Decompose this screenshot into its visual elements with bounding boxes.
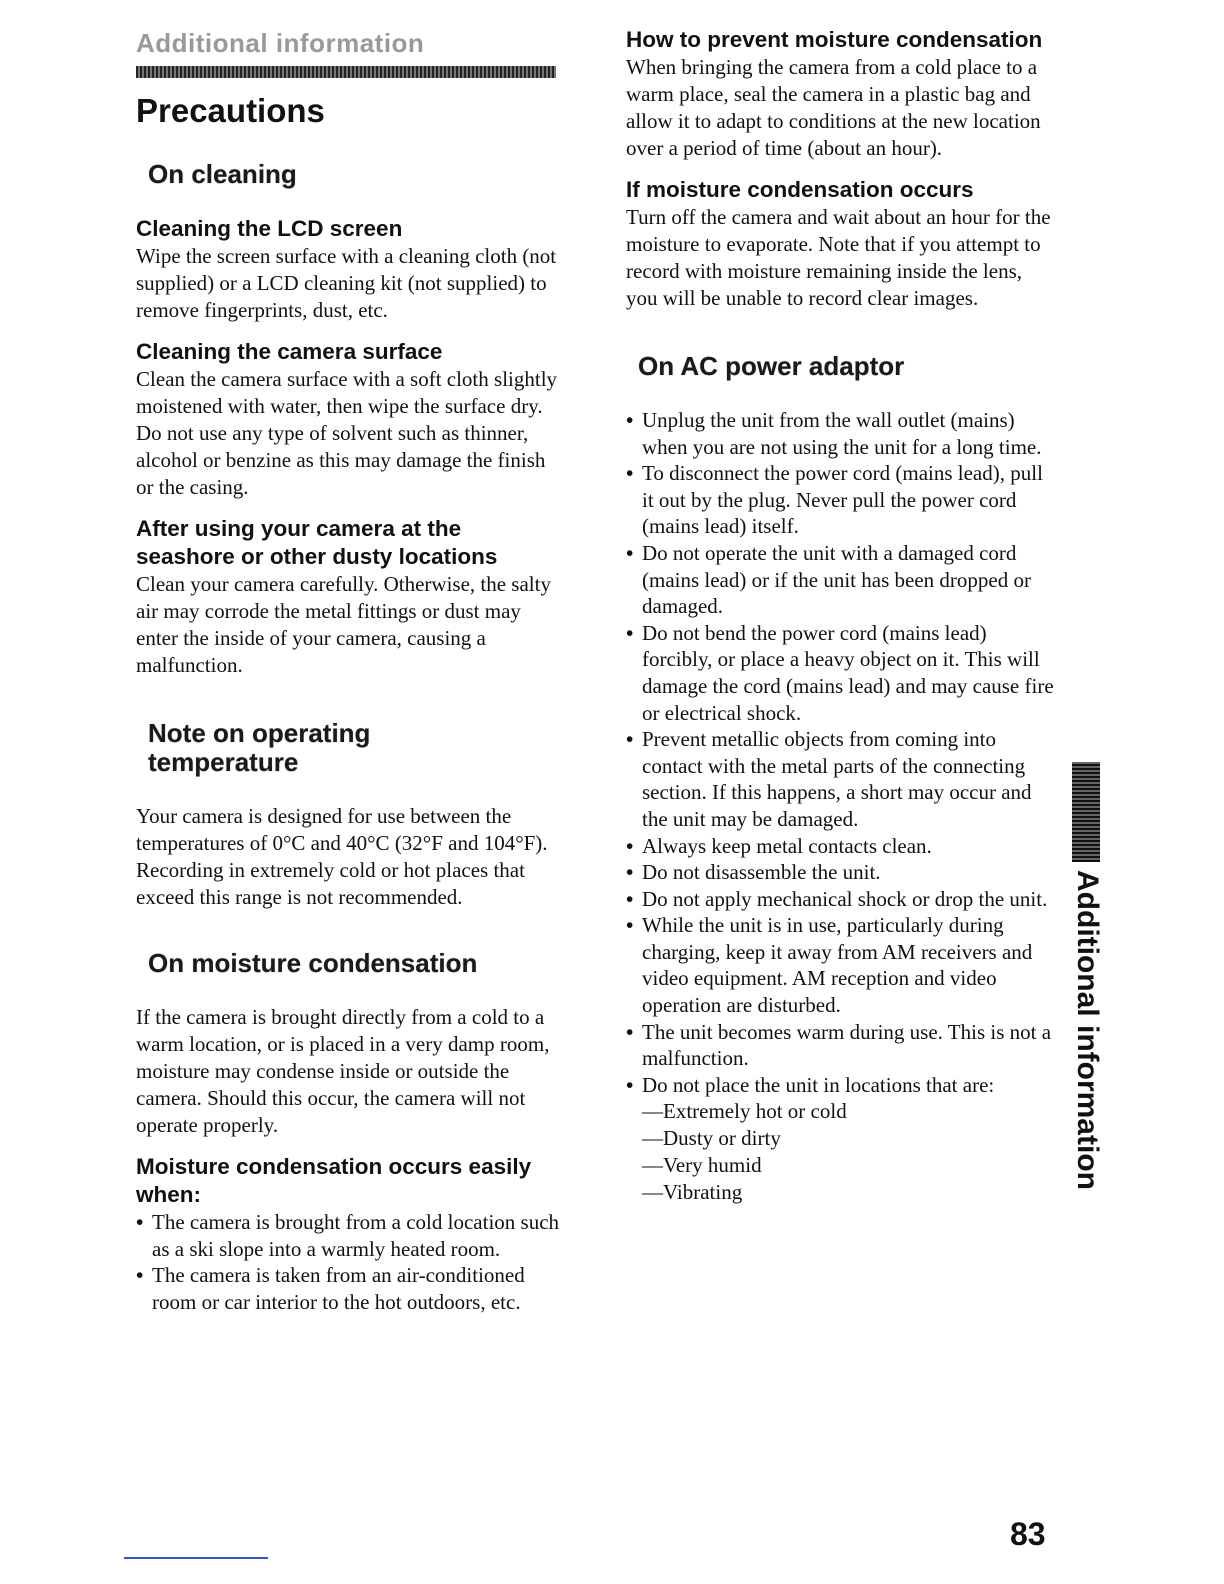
topic-temperature: Note on operating temperature — [148, 718, 371, 777]
page-title: Precautions — [136, 92, 325, 129]
paragraph-prevent: When bringing the camera from a cold place to a warm place, seal the camera in a plastic bag and allow it to adapt to conditions at the new location over a period of time (about an hour). — [626, 55, 1041, 160]
subheading-moisture-occurs: Moisture condensation occurs easily when: — [136, 1154, 532, 1207]
side-tab-label — [1068, 870, 1108, 1190]
list-item: • Do not disassemble the unit. — [626, 859, 1058, 886]
right-column — [626, 26, 1058, 1206]
adaptor-list — [626, 407, 1058, 1098]
list-item: • The camera is brought from a cold location such as a ski slope into a warmly heated room. — [136, 1209, 566, 1262]
list-item: • Unplug the unit from the wall outlet (mains) when you are not using the unit for a long time. — [626, 407, 1058, 460]
paragraph-temperature: Your camera is designed for use between the temperatures of 0°C and 40°C (32°F and 104°F). Recording in extremely cold or hot places that exceed this range is not recommended. — [136, 804, 548, 909]
side-tab-marker — [1072, 762, 1100, 862]
list-item: • Do not place the unit in locations that are: — [626, 1072, 1058, 1099]
list-item: • The camera is taken from an air-conditioned room or car interior to the hot outdoors, etc. — [136, 1262, 566, 1315]
left-column — [136, 26, 566, 1315]
list-item: — Vibrating — [642, 1179, 1058, 1206]
footer-line — [124, 1557, 268, 1559]
topic-moisture: On moisture condensation — [148, 948, 478, 978]
list-item: — Very humid — [642, 1152, 1058, 1179]
subheading-surface: Cleaning the camera surface — [136, 339, 443, 364]
paragraph-surface: Clean the camera surface with a soft cloth slightly moistened with water, then wipe the surface dry. Do not use any type of solvent such as thinner, alcohol or benzine as this may damage the finish or the casing. — [136, 367, 558, 499]
subheading-if-occurs: If moisture condensation occurs — [626, 177, 974, 202]
locations-list — [626, 1098, 1058, 1206]
subheading-lcd: Cleaning the LCD screen — [136, 216, 403, 241]
list-item: • To disconnect the power cord (mains lead), pull it out by the plug. Never pull the power cord (mains lead) itself. — [626, 460, 1058, 540]
list-item: • Always keep metal contacts clean. — [626, 833, 1058, 860]
section-label: Additional information — [136, 28, 425, 58]
moisture-occurs-list — [136, 1209, 566, 1315]
paragraph-seashore: Clean your camera carefully. Otherwise, the salty air may corrode the metal fittings or dust may enter the inside of your camera, causing a malfunction. — [136, 572, 551, 677]
list-item: • Do not operate the unit with a damaged cord (mains lead) or if the unit has been dropped or damaged. — [626, 540, 1058, 620]
subheading-seashore: After using your camera at the seashore or other dusty locations — [136, 516, 498, 569]
subheading-prevent: How to prevent moisture condensation — [626, 27, 1043, 52]
list-item: • The unit becomes warm during use. This is not a malfunction. — [626, 1019, 1058, 1072]
paragraph-lcd: Wipe the screen surface with a cleaning cloth (not supplied) or a LCD cleaning kit (not supplied) to remove fingerprints, dust, etc. — [136, 244, 557, 322]
list-item: — Dusty or dirty — [642, 1125, 1058, 1152]
topic-cleaning: On cleaning — [148, 159, 297, 189]
paragraph-if-occurs: Turn off the camera and wait about an hour for the moisture to evaporate. Note that if you attempt to record with moisture remaining inside the lens, you will be unable to record clear images. — [626, 205, 1051, 310]
paragraph-moisture: If the camera is brought directly from a cold to a warm location, or is placed in a very damp room, moisture may condense inside or outside the camera. Should this occur, the camera will not operate properly. — [136, 1005, 550, 1137]
side-tab-text: Additional information — [1071, 870, 1104, 1190]
section-rule — [136, 66, 556, 78]
list-item: • Prevent metallic objects from coming into contact with the metal parts of the connecting section. If this happens, a short may occur and the unit may be damaged. — [626, 726, 1058, 832]
list-item: — Extremely hot or cold — [642, 1098, 1058, 1125]
list-item: • Do not apply mechanical shock or drop the unit. — [626, 886, 1058, 913]
list-item: • Do not bend the power cord (mains lead) forcibly, or place a heavy object on it. This will damage the cord (mains lead) and may cause fire or electrical shock. — [626, 620, 1058, 726]
list-item: • While the unit is in use, particularly during charging, keep it away from AM receivers and video equipment. AM reception and video operation are disturbed. — [626, 912, 1058, 1018]
page-number: 83 — [1010, 1516, 1046, 1552]
topic-ac-adaptor: On AC power adaptor — [638, 351, 905, 381]
